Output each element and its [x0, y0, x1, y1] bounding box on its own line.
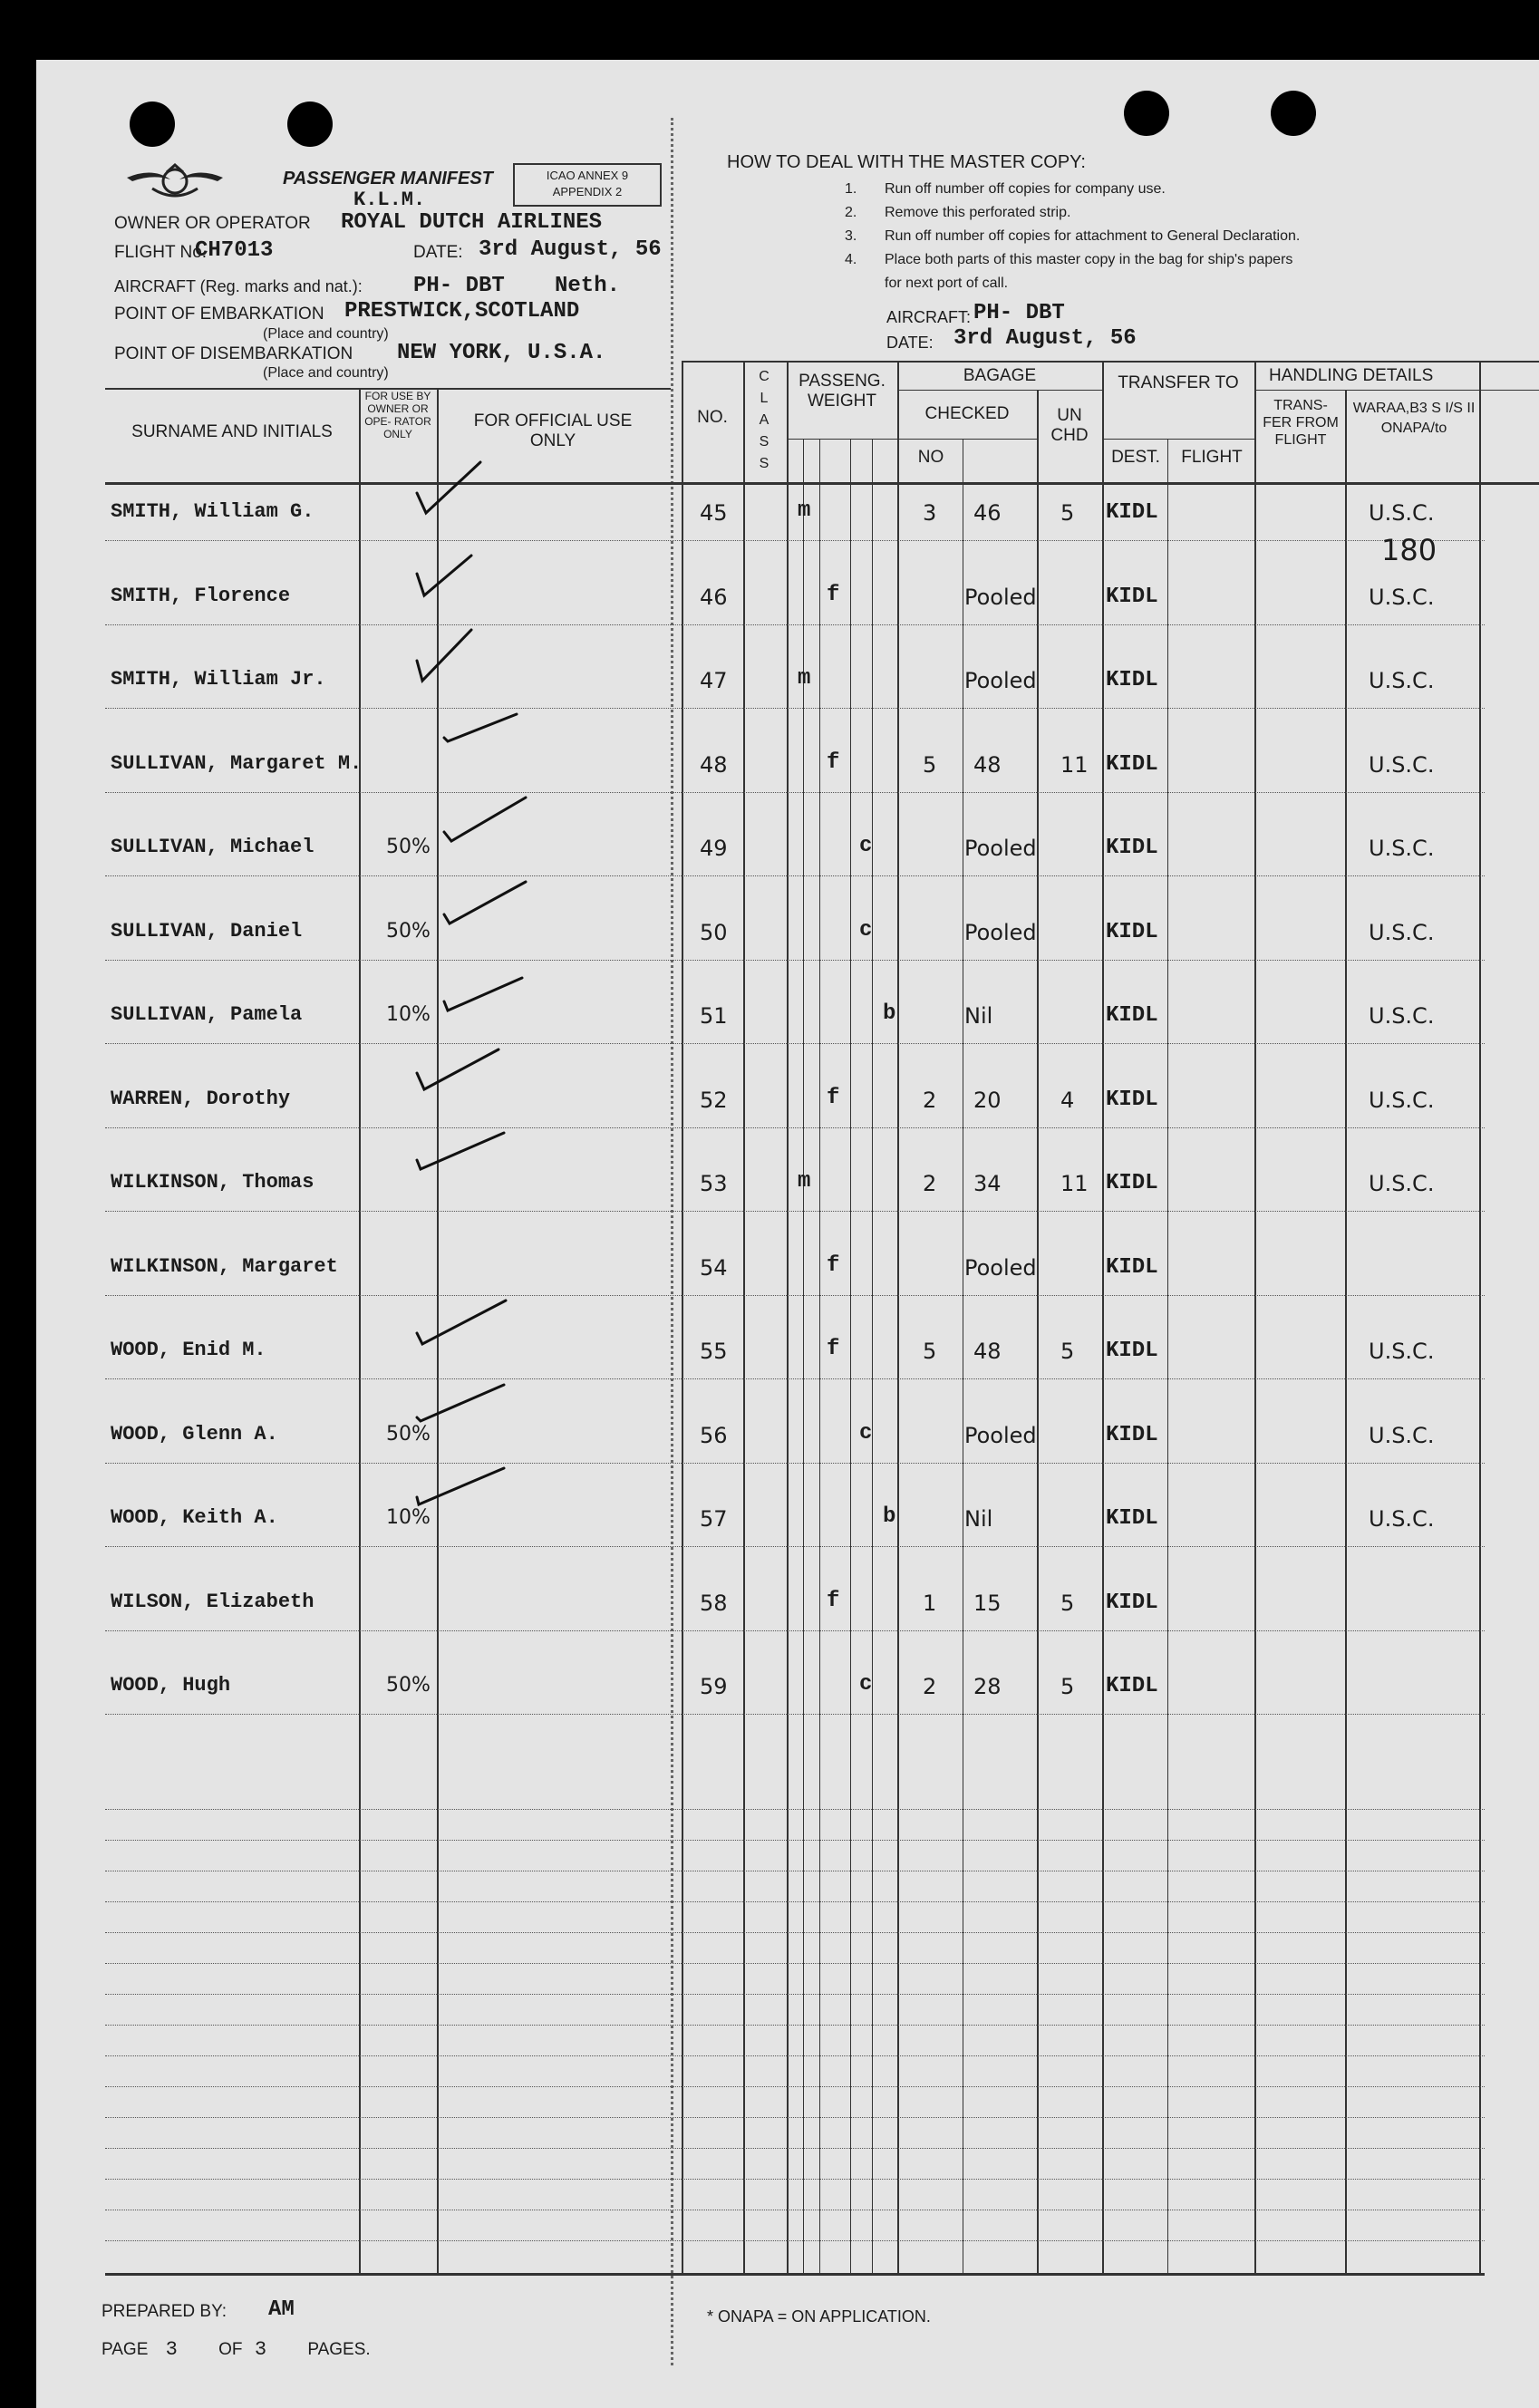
header-bottom-rule: [105, 482, 1539, 485]
row-guide: [105, 1901, 1485, 1902]
weight-category: c: [859, 1420, 873, 1446]
col-divider: [872, 439, 873, 2273]
unchecked-bags: 5: [1060, 1590, 1075, 1616]
check-mark-icon: [417, 1133, 517, 1196]
prepared-by-value: AM: [268, 2297, 295, 2322]
handling-detail: U.S.C.: [1369, 1506, 1435, 1532]
transfer-destination: KIDL: [1106, 1003, 1158, 1028]
weight-category: m: [798, 1169, 811, 1194]
col-header-bag-no: NO: [917, 448, 944, 467]
bag-count: 2: [923, 1674, 937, 1699]
row-guide: [105, 1963, 1485, 1964]
weight-category: f: [827, 1337, 840, 1361]
col-header-no: NO.: [697, 408, 728, 427]
master-step: 3. Run off number off copies for attachment to General Declaration.: [845, 228, 1301, 244]
check-mark-icon: [417, 1385, 517, 1448]
row-guide: [105, 1714, 1485, 1715]
weight-category: f: [827, 1085, 840, 1110]
passenger-number: 48: [700, 751, 728, 778]
col-divider: [897, 361, 899, 2273]
row-guide: [105, 1211, 1485, 1212]
prepared-by-label: PREPARED BY:: [102, 2302, 227, 2321]
table-bottom-rule: [105, 2273, 1485, 2276]
passenger-number: 51: [700, 1003, 728, 1029]
bag-count: 2: [923, 1171, 937, 1196]
transfer-destination: KIDL: [1106, 1506, 1158, 1531]
passenger-name: WILKINSON, Thomas: [111, 1171, 315, 1194]
col-header-dest: DEST.: [1111, 448, 1160, 467]
unchecked-bags: 4: [1060, 1087, 1075, 1113]
aircraft-nationality: Neth.: [555, 274, 621, 298]
transfer-destination: KIDL: [1106, 1087, 1158, 1112]
handling-detail: U.S.C.: [1369, 751, 1435, 778]
weight-category: m: [798, 498, 811, 523]
unchecked-bags: 11: [1060, 1171, 1089, 1196]
row-guide: [105, 2117, 1485, 2118]
passenger-number: 59: [700, 1674, 728, 1699]
row-guide: [105, 1809, 1485, 1810]
klm-logo-icon: [125, 161, 225, 207]
bag-kgs: Pooled: [964, 919, 1037, 945]
row-guide: [105, 792, 1485, 793]
bag-kgs: Pooled: [964, 584, 1037, 610]
passenger-name: WOOD, Glenn A.: [111, 1422, 278, 1446]
place-country-hint: (Place and country): [263, 365, 389, 381]
owner-label: OWNER OR OPERATOR: [114, 214, 311, 233]
passenger-number: 53: [700, 1171, 728, 1196]
owner-percentage: 10%: [386, 1003, 431, 1026]
check-mark-icon: [444, 714, 544, 778]
weight-category: m: [798, 666, 811, 691]
subheader-rule: [897, 439, 1037, 440]
bag-kgs: Pooled: [964, 1254, 1037, 1281]
handwritten-note: 180: [1381, 533, 1437, 567]
passenger-name: SULLIVAN, Pamela: [111, 1003, 303, 1026]
col-divider: [1167, 439, 1168, 2273]
unchecked-bags: 5: [1060, 1674, 1075, 1699]
handling-detail: U.S.C.: [1369, 1087, 1435, 1113]
bag-kgs: 34: [973, 1171, 1002, 1196]
of-value: 3: [254, 2338, 267, 2361]
transfer-destination: KIDL: [1106, 836, 1158, 860]
passenger-name: SMITH, Florence: [111, 584, 291, 607]
row-guide: [105, 1127, 1485, 1128]
master-date-value: 3rd August, 56: [953, 326, 1137, 351]
weight-category: c: [859, 1672, 873, 1697]
passenger-number: 49: [700, 836, 728, 861]
bag-count: 3: [923, 500, 937, 526]
date-value: 3rd August, 56: [479, 237, 662, 262]
col-divider: [787, 361, 789, 2273]
weight-category: c: [859, 834, 873, 858]
passenger-name: WOOD, Enid M.: [111, 1339, 266, 1361]
transfer-destination: KIDL: [1106, 1339, 1158, 1363]
airline-code: K.L.M.: [353, 189, 426, 211]
master-aircraft-value: PH- DBT: [973, 301, 1065, 325]
row-guide: [105, 1840, 1485, 1841]
handling-detail: U.S.C.: [1369, 1422, 1435, 1448]
master-step: 4. Place both parts of this master copy in the bag for ship's papers: [845, 252, 1293, 267]
passenger-number: 54: [700, 1254, 728, 1281]
col-header-waraa: WARAA,B3 S I/S II ONAPA/to: [1352, 401, 1476, 436]
passenger-name: SULLIVAN, Daniel: [111, 919, 303, 943]
row-guide: [105, 540, 1485, 541]
manifest-title: PASSENGER MANIFEST: [283, 169, 493, 189]
bag-kgs: Pooled: [964, 668, 1037, 693]
col-header-surname: SURNAME AND INITIALS: [131, 422, 333, 441]
passenger-number: 52: [700, 1087, 728, 1113]
col-divider: [1102, 361, 1104, 2273]
bag-kgs: Nil: [964, 1003, 993, 1029]
passenger-name: WILSON, Elizabeth: [111, 1590, 315, 1613]
col-header-transfer-from: TRANS- FER FROM FLIGHT: [1263, 398, 1339, 448]
subheader-rule: [787, 439, 897, 440]
col-header-checked: CHECKED: [924, 404, 1010, 423]
page-value: 3: [165, 2338, 178, 2361]
col-divider: [1037, 390, 1039, 2273]
owner-percentage: 50%: [386, 919, 431, 943]
aircraft-value: PH- DBT: [413, 274, 505, 298]
col-header-transfer: TRANSFER TO: [1118, 373, 1239, 392]
unchecked-bags: 5: [1060, 500, 1075, 526]
check-mark-icon: [417, 1468, 517, 1532]
check-mark-icon: [417, 546, 517, 610]
row-guide: [105, 1932, 1485, 1933]
weight-category: f: [827, 1252, 840, 1278]
passenger-number: 58: [700, 1590, 728, 1616]
master-copy-steps: [845, 178, 1300, 295]
page-label: PAGE: [102, 2340, 149, 2359]
handling-detail: U.S.C.: [1369, 1339, 1435, 1364]
row-guide: [105, 708, 1485, 709]
passenger-number: 45: [700, 500, 728, 526]
check-mark-icon: [444, 965, 544, 1029]
row-guide: [105, 2025, 1485, 2026]
master-date-label: DATE:: [886, 334, 934, 352]
transfer-destination: KIDL: [1106, 1171, 1158, 1195]
handling-detail: U.S.C.: [1369, 836, 1435, 861]
handling-detail: U.S.C.: [1369, 1003, 1435, 1029]
row-guide: [105, 2240, 1485, 2241]
page-indicator: [102, 2338, 371, 2361]
check-mark-icon: [417, 462, 517, 526]
transfer-destination: KIDL: [1106, 1254, 1158, 1280]
bag-kgs: 20: [973, 1087, 1002, 1113]
row-guide: [105, 1546, 1485, 1547]
bag-count: 2: [923, 1087, 937, 1113]
row-guide: [105, 960, 1485, 961]
master-aircraft-label: AIRCRAFT:: [886, 308, 972, 326]
col-divider: [819, 439, 820, 2273]
icao-box: [513, 163, 662, 207]
bag-kgs: Nil: [964, 1506, 993, 1532]
check-mark-icon: [444, 798, 544, 861]
passenger-name: WOOD, Keith A.: [111, 1506, 278, 1529]
flight-value: CH7013: [195, 238, 274, 263]
passenger-name: WARREN, Dorothy: [111, 1087, 291, 1110]
row-guide: [105, 624, 1485, 625]
weight-category: b: [883, 1001, 896, 1026]
passenger-number: 56: [700, 1422, 728, 1448]
col-header-class: CLASS: [759, 369, 770, 471]
col-divider: [850, 439, 851, 2273]
col-header-official-use: FOR OFFICIAL USE ONLY: [473, 411, 633, 450]
col-header-unchd: UN CHD: [1050, 406, 1089, 445]
owner-percentage: 10%: [386, 1506, 431, 1529]
embark-value: PRESTWICK,SCOTLAND: [344, 299, 580, 324]
punch-hole: [1271, 91, 1316, 136]
row-guide: [105, 2148, 1485, 2149]
subheader-rule: [1254, 390, 1539, 391]
transfer-destination: KIDL: [1106, 668, 1158, 692]
bag-kgs: Pooled: [964, 836, 1037, 861]
owner-value: ROYAL DUTCH AIRLINES: [341, 210, 603, 235]
bag-count: 5: [923, 751, 937, 778]
table-top-rule-right: [682, 361, 1539, 363]
transfer-destination: KIDL: [1106, 584, 1158, 609]
passenger-name: SULLIVAN, Michael: [111, 836, 315, 858]
bag-kgs: 46: [973, 500, 1002, 526]
row-guide: [105, 1295, 1485, 1296]
check-mark-icon: [417, 1049, 517, 1113]
onapa-note: * ONAPA = ON APPLICATION.: [707, 2307, 931, 2326]
passenger-name: WOOD, Hugh: [111, 1674, 231, 1697]
passenger-name: SMITH, William Jr.: [111, 668, 326, 691]
col-header-flight: FLIGHT: [1181, 448, 1243, 467]
weight-category: f: [827, 1588, 840, 1613]
bag-count: 5: [923, 1339, 937, 1364]
col-header-owner-use: FOR USE BY OWNER OR OPE- RATOR ONLY: [364, 390, 431, 440]
passenger-number: 50: [700, 919, 728, 945]
row-guide: [105, 1378, 1485, 1379]
row-guide: [105, 1043, 1485, 1044]
col-divider: [1479, 361, 1481, 2273]
transfer-destination: KIDL: [1106, 751, 1158, 777]
col-divider: [1254, 361, 1256, 2273]
master-step: 1. Run off number off copies for company use.: [845, 181, 1166, 197]
col-divider: [803, 439, 804, 2273]
date-label: DATE:: [413, 243, 463, 262]
handling-detail: U.S.C.: [1369, 1171, 1435, 1196]
col-header-weight: PASSENG. WEIGHT: [799, 372, 886, 411]
owner-percentage: 50%: [386, 836, 431, 858]
bag-count: 1: [923, 1590, 937, 1616]
punch-hole: [130, 102, 175, 147]
row-guide: [105, 2055, 1485, 2056]
punch-hole: [287, 102, 333, 147]
check-mark-icon: [417, 1301, 517, 1364]
transfer-destination: KIDL: [1106, 1674, 1158, 1698]
bag-kgs: 48: [973, 1339, 1002, 1364]
icao-appendix: APPENDIX 2: [552, 185, 623, 198]
transfer-destination: KIDL: [1106, 1422, 1158, 1447]
bag-kgs: 28: [973, 1674, 1002, 1699]
passenger-name: SMITH, William G.: [111, 500, 315, 523]
bag-kgs: Pooled: [964, 1422, 1037, 1448]
of-label: OF: [218, 2340, 243, 2359]
row-guide: [105, 1463, 1485, 1464]
col-header-handling: HANDLING DETAILS: [1269, 366, 1434, 385]
col-divider: [1345, 390, 1347, 2273]
aircraft-label: AIRCRAFT (Reg. marks and nat.):: [114, 277, 363, 295]
unchecked-bags: 11: [1060, 751, 1089, 778]
row-guide: [105, 2179, 1485, 2180]
handling-detail: U.S.C.: [1369, 919, 1435, 945]
row-guide: [105, 2086, 1485, 2087]
weight-category: c: [859, 917, 873, 943]
passenger-number: 46: [700, 584, 728, 610]
perforation-line: [671, 118, 673, 2365]
master-step: 2. Remove this perforated strip.: [845, 205, 1071, 220]
check-mark-icon: [417, 630, 517, 693]
embark-label: POINT OF EMBARKATION: [114, 305, 324, 324]
weight-category: f: [827, 582, 840, 607]
bag-kgs: 48: [973, 751, 1002, 778]
col-divider: [682, 361, 683, 2273]
unchecked-bags: 5: [1060, 1339, 1075, 1364]
bag-kgs: 15: [973, 1590, 1002, 1616]
passenger-number: 55: [700, 1339, 728, 1364]
col-divider: [359, 388, 361, 2273]
passenger-number: 57: [700, 1506, 728, 1532]
subheader-rule: [897, 390, 1102, 391]
disembark-label: POINT OF DISEMBARKATION: [114, 344, 353, 363]
weight-category: f: [827, 749, 840, 775]
transfer-destination: KIDL: [1106, 500, 1158, 525]
col-divider: [743, 361, 745, 2273]
handling-detail: U.S.C.: [1369, 668, 1435, 693]
passenger-name: SULLIVAN, Margaret M.: [111, 751, 363, 775]
disembark-value: NEW YORK, U.S.A.: [397, 341, 606, 365]
transfer-destination: KIDL: [1106, 919, 1158, 944]
owner-percentage: 50%: [386, 1674, 431, 1697]
punch-hole: [1124, 91, 1169, 136]
check-mark-icon: [444, 882, 544, 945]
passenger-name: WILKINSON, Margaret: [111, 1254, 338, 1278]
passenger-number: 47: [700, 668, 728, 693]
row-guide: [105, 1630, 1485, 1631]
subheader-rule: [1102, 439, 1254, 440]
transfer-destination: KIDL: [1106, 1590, 1158, 1615]
row-guide: [105, 875, 1485, 876]
flight-label: FLIGHT No.: [114, 243, 208, 262]
master-step-cont: for next port of call.: [885, 276, 1009, 291]
col-header-bagage: BAGAGE: [963, 366, 1037, 385]
master-copy-heading: HOW TO DEAL WITH THE MASTER COPY:: [727, 152, 1086, 172]
icao-annex: ICAO ANNEX 9: [546, 169, 629, 182]
handling-detail: U.S.C.: [1369, 584, 1435, 610]
handling-detail: U.S.C.: [1369, 500, 1435, 526]
row-guide: [105, 1994, 1485, 1995]
owner-percentage: 50%: [386, 1422, 431, 1446]
weight-category: b: [883, 1504, 896, 1529]
pages-label: PAGES.: [307, 2340, 371, 2359]
place-country-hint: (Place and country): [263, 326, 389, 342]
